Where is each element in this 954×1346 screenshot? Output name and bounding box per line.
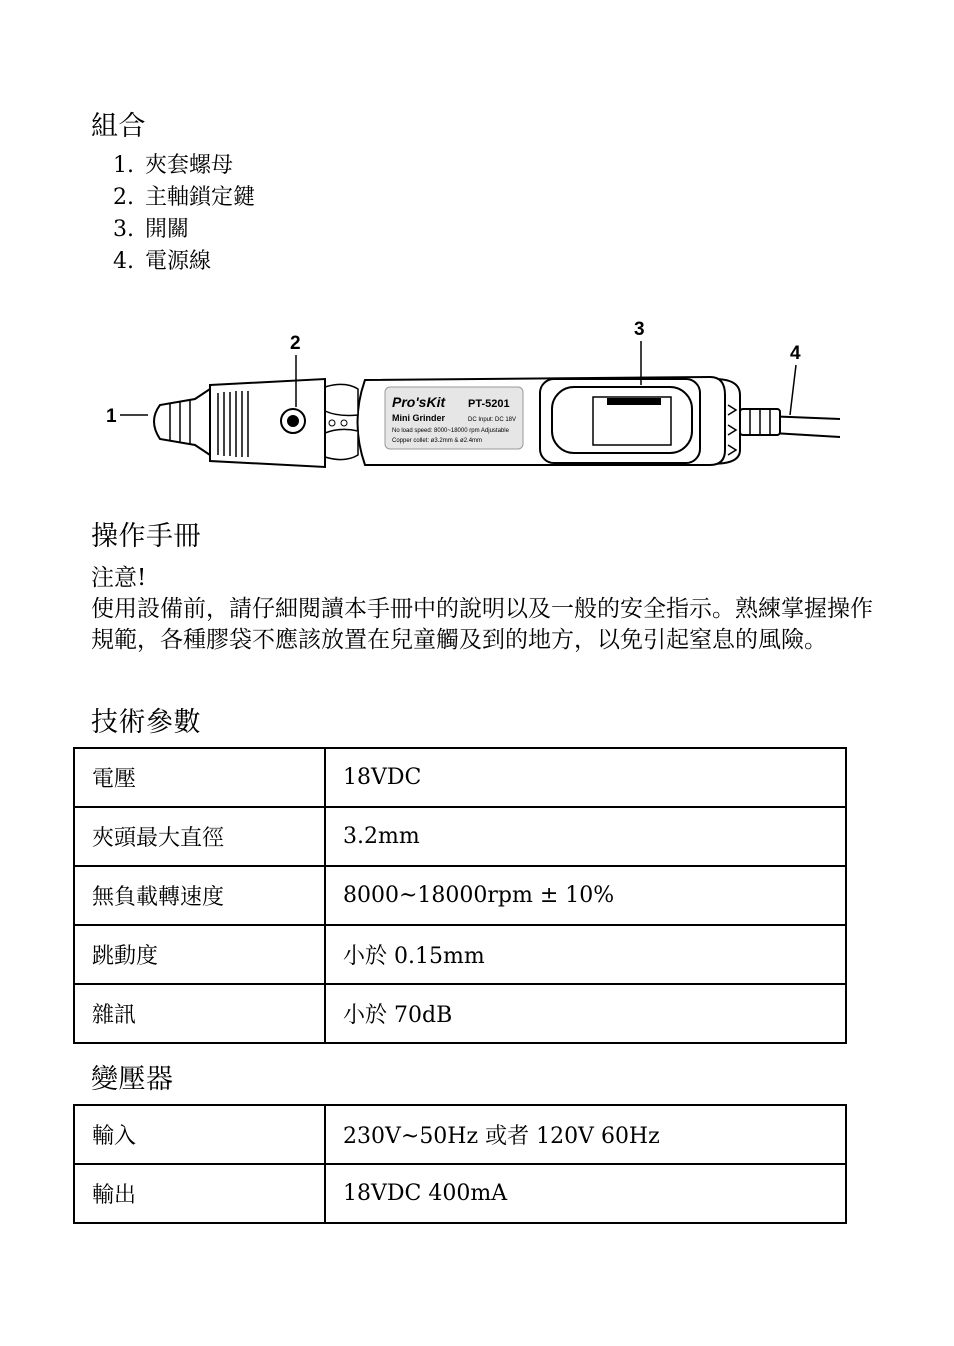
safety-note <box>91 563 881 656</box>
part-label: 夾套螺母 <box>145 153 234 178</box>
transformer-heading: 變壓器 <box>91 1064 174 1095</box>
spec-label: 輸入 <box>74 1105 325 1164</box>
spec-value: 小於 0.15mm <box>325 925 846 984</box>
callout-1: 1 <box>106 406 117 427</box>
table-row <box>74 748 846 807</box>
note-body: 使用設備前，請仔細閱讀本手冊中的說明以及一般的安全指示。熟練掌握操作規範，各種膠袋不應該放置在兒童觸及到的地方，以免引起窒息的風險。 <box>91 596 873 653</box>
product-name: Mini Grinder <box>392 413 446 423</box>
spec-value: 18VDC 400mA <box>325 1164 846 1223</box>
spec-label: 夾頭最大直徑 <box>74 807 325 866</box>
spec-value: 3.2mm <box>325 807 846 866</box>
note-heading: 注意! <box>91 565 147 591</box>
part-label: 開關 <box>145 217 190 242</box>
dc-input: DC Input: DC 18V <box>468 417 517 423</box>
spec-label: 電壓 <box>74 748 325 807</box>
parts-list <box>113 150 255 278</box>
specs-table <box>73 747 847 1044</box>
assembly-heading: 組合 <box>91 111 146 142</box>
spec-label: 無負載轉速度 <box>74 866 325 925</box>
speed-spec: No load speed: 8000~18000 rpm Adjustable <box>392 428 509 434</box>
callout-4: 4 <box>790 343 801 364</box>
table-row <box>74 1164 846 1223</box>
manual-heading: 操作手冊 <box>91 521 201 552</box>
list-item: 2. 主軸鎖定鍵 <box>113 185 256 210</box>
transformer-table <box>73 1104 847 1224</box>
brand-logo: Pro'sKit <box>392 394 446 410</box>
callout-2: 2 <box>290 333 301 354</box>
part-label: 電源線 <box>145 249 212 274</box>
table-row <box>74 984 846 1043</box>
model-number: PT-5201 <box>468 398 510 410</box>
spec-label: 跳動度 <box>74 925 325 984</box>
mini-grinder-illustration <box>100 315 860 475</box>
spec-label: 雜訊 <box>74 984 325 1043</box>
table-row <box>74 925 846 984</box>
list-item: 1. 夾套螺母 <box>113 153 234 178</box>
collet-spec: Copper collet: ø3.2mm & ø2.4mm <box>392 438 483 444</box>
callout-3: 3 <box>634 319 645 340</box>
table-row <box>74 866 846 925</box>
part-label: 主軸鎖定鍵 <box>145 185 256 210</box>
spec-value: 18VDC <box>325 748 846 807</box>
specs-heading: 技術參數 <box>91 707 201 738</box>
list-item: 3. 開關 <box>113 217 190 242</box>
list-item: 4. 電源線 <box>113 249 212 274</box>
spec-label: 輸出 <box>74 1164 325 1223</box>
table-row <box>74 1105 846 1164</box>
spec-value: 8000~18000rpm ± 10% <box>325 866 846 925</box>
table-row <box>74 807 846 866</box>
spec-value: 小於 70dB <box>325 984 846 1043</box>
spec-value: 230V~50Hz 或者 120V 60Hz <box>325 1105 846 1164</box>
